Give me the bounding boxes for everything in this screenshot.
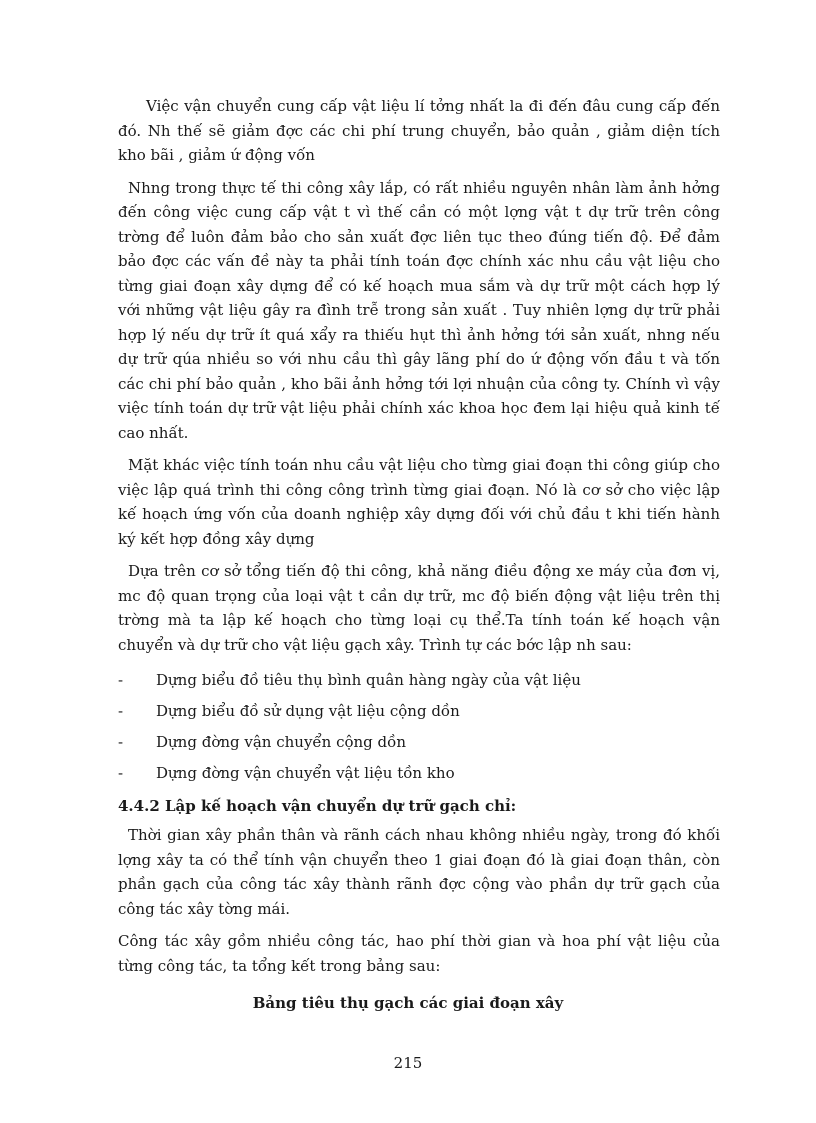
paragraph-transport-principle: Việc vận chuyển cung cấp vật liệu lí tởng nhất la đi đến đâu cung cấp đến đó. Nh thế sẽ giảm đợc các chi phí trung chuyển, bảo quản , giảm diện tích kho bãi , giảm ứ động vốn [118, 97, 720, 164]
paragraph-planning-basis: Dựa trên cơ sở tổng tiến độ thi công, khả năng điều động xe máy của đơn vị, mc độ quan trọng của loại vật t cần dự trữ, mc độ biến động vật liệu trên thị trờng mà ta lập kế hoạch cho từng loại cụ thể.Ta tính toán kế hoạch vận chuyển và dự trữ cho vật liệu gạch xây. Trình tự các bớc lập nh sau: [118, 562, 720, 654]
page-content [118, 94, 720, 986]
list-item-text: Dựng biểu đồ tiêu thụ bình quân hàng ngày của vật liệu [156, 671, 581, 689]
list-item [118, 665, 720, 696]
list-item [118, 758, 720, 789]
list-item [118, 696, 720, 727]
paragraph-reserve-reasons: Nhng trong thực tế thi công xây lắp, có rất nhiều nguyên nhân làm ảnh hởng đến công việc cung cấp vật t vì thế cần có một lợng vật t dự trữ trên công trờng để luôn đảm bảo cho sản xuất đợc liên tục theo đúng tiến độ. Để đảm bảo đợc các vấn đề này ta phải tính toán đợc chính xác nhu cầu vật liệu cho từng giai đoạn xây dựng để có kế hoạch mua sắm và dự trữ một cách hợp lý với những vật liệu gây ra đình trễ trong sản xuất . Tuy nhiên lợng dự trữ phải hợp lý nếu dự trữ ít quá xẩy ra thiếu hụt thì ảnh hởng tới sản xuất, nhng nếu dự trữ qúa nhiều so với nhu cầu thì gây lãng phí do ứ động vốn đầu t và tốn các chi phí bảo quản , kho bãi ảnh hởng tới lợi nhuận của công ty. Chính vì vậy việc tính toán dự trữ vật liệu phải chính xác khoa học đem lại hiệu quả kinh tế cao nhất. [118, 178, 720, 442]
bullet-marker: - [118, 671, 124, 689]
list-item-text: Dựng đờng vận chuyển vật liệu tồn kho [156, 764, 455, 782]
paragraph-construction-phases: Thời gian xây phần thân và rãnh cách nhau không nhiều ngày, trong đó khối lợng xây ta có thể tính vận chuyển theo 1 giai đoạn đó là giai đoạn thân, còn phần gạch của công tác xây thành rãnh đợc cộng vào phần dự trữ gạch của công tác xây tờng mái. [118, 826, 720, 918]
paragraph-phase-calculation: Mặt khác việc tính toán nhu cầu vật liệu cho từng giai đoạn thi công giúp cho việc lập quá trình thi công công trình từng giai đoạn. Nó là cơ sở cho việc lập kế hoạch ứng vốn của doanh nghiệp xây dựng đối với chủ đầu t khi tiến hành ký kết hợp đồng xây dựng [118, 456, 720, 548]
section-heading: 4.4.2 Lập kế hoạch vận chuyển dự trữ gạch chỉ: [118, 797, 517, 815]
bullet-marker: - [118, 702, 124, 720]
bullet-marker: - [118, 733, 124, 751]
table-title: Bảng tiêu thụ gạch các giai đoạn xây [252, 994, 564, 1012]
list-item [118, 727, 720, 758]
paragraph-table-intro: Công tác xây gồm nhiều công tác, hao phí thời gian và hoa phí vật liệu của từng công tác, ta tổng kết trong bảng sau: [118, 932, 720, 975]
bullet-marker: - [118, 764, 124, 782]
steps-list [118, 665, 720, 789]
list-item-text: Dựng đờng vận chuyển cộng dồn [156, 733, 406, 751]
list-item-text: Dựng biểu đồ sử dụng vật liệu cộng dồn [156, 702, 460, 720]
page-number: 215 [393, 1054, 423, 1072]
